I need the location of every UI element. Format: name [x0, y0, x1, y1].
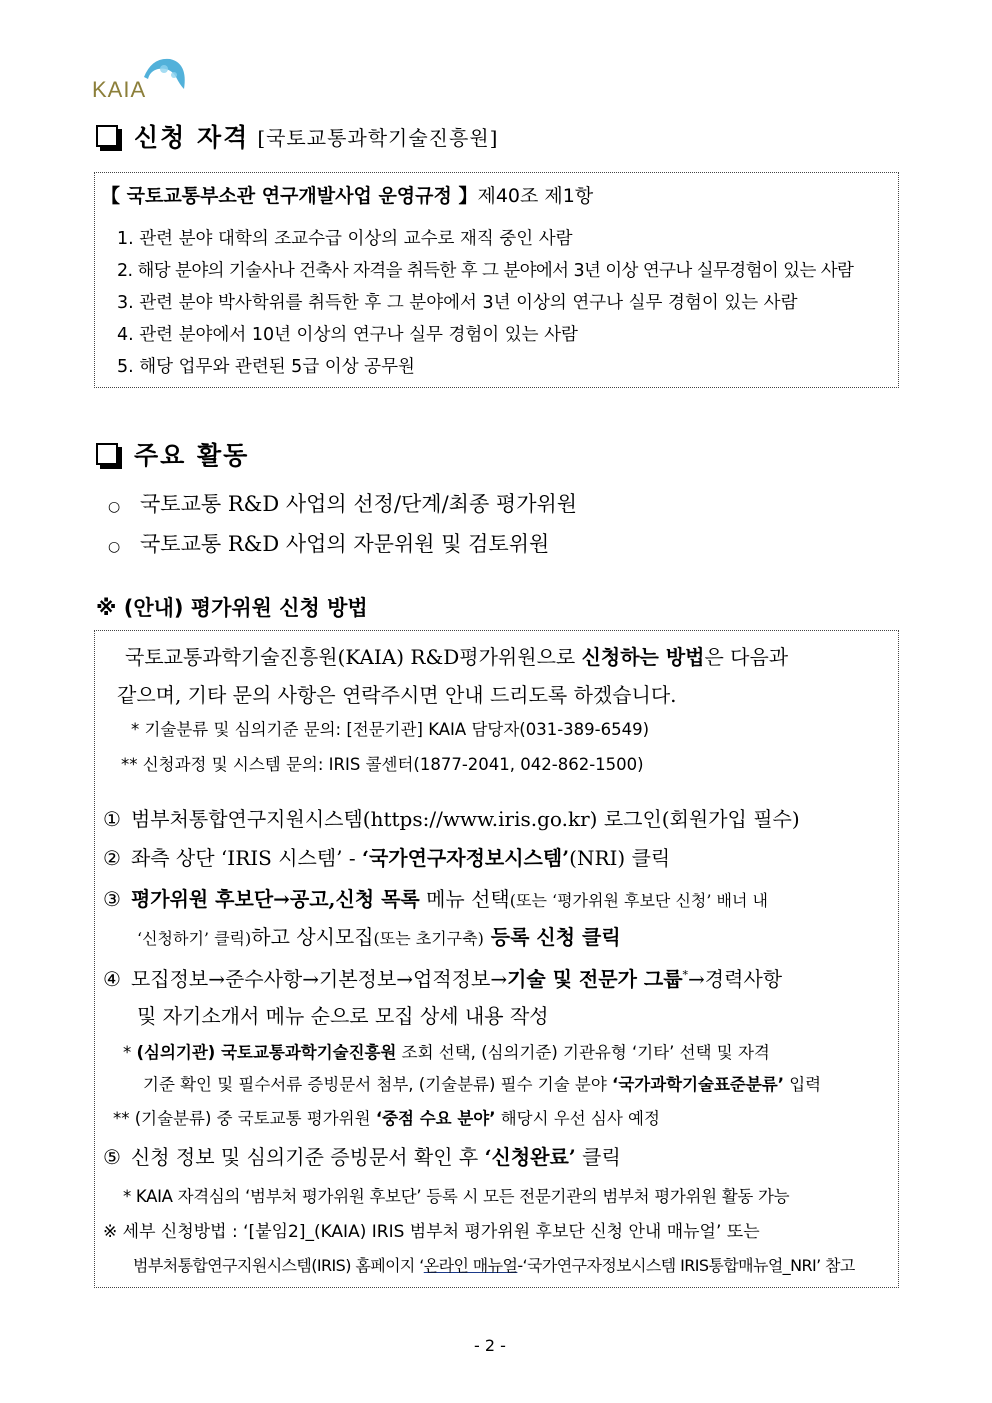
section-title: 주요 활동 [134, 441, 250, 470]
step-4-note-1-line2 [143, 1071, 821, 1095]
intro-text: 은 다음과 [704, 645, 789, 669]
step-text: →경력사항 [688, 967, 783, 991]
detail-method-line2 [133, 1253, 855, 1276]
detail-text: -‘국가연구자정보시스템 IRIS통합매뉴얼_NRI’ 참고 [517, 1256, 855, 1275]
step-text: 하고 상시모집 [251, 925, 374, 949]
regulation-box [94, 172, 899, 388]
step-3-line2 [137, 921, 621, 950]
step-number: ② [103, 846, 121, 870]
step-number: ③ [103, 887, 121, 911]
intro-text: 국토교통과학기술진흥원(KAIA) R&D평가위원으로 [125, 645, 582, 669]
activity-item-2 [108, 528, 549, 558]
guide-box [94, 630, 899, 1288]
qualification-item-4: 4. 관련 분야에서 10년 이상의 연구나 실무 경험이 있는 사람 [117, 325, 578, 345]
section-subtitle: [국토교통과학기술진흥원] [257, 125, 499, 150]
step-5-note: * KAIA 자격심의 ‘범부처 평가위원 후보단’ 등록 시 모든 전문기관의 범부처 평가위원 활동 가능 [123, 1187, 790, 1206]
step-number: ⑤ [103, 1145, 121, 1169]
note-text: 해당시 우선 심사 예정 [495, 1109, 660, 1128]
step-number: ④ [103, 967, 121, 991]
guide-intro-line1 [125, 641, 788, 670]
step-small: (또는 ‘평가위원 후보단 신청’ 배너 내 [509, 891, 768, 910]
note-text: ** (기술분류) 중 국토교통 평가위원 [113, 1109, 376, 1128]
note-bold: ‘중점 수요 분야’ [375, 1109, 496, 1128]
guide-heading: ※ (안내) 평가위원 신청 방법 [96, 596, 368, 620]
bullet-circle-icon: ○ [108, 499, 121, 515]
section-heading-qualification [96, 118, 498, 154]
section-heading-activities [96, 436, 249, 472]
step-bold: ‘신청완료’ [484, 1145, 576, 1169]
qualification-item-5: 5. 해당 업무와 관련된 5급 이상 공무원 [117, 357, 415, 377]
step-text: 신청 정보 및 심의기준 증빙문서 확인 후 [130, 1145, 485, 1169]
step-1 [103, 803, 800, 832]
step-2 [103, 842, 670, 871]
regulation-article: 제40조 제1항 [477, 185, 594, 207]
kaia-logo [92, 55, 192, 105]
step-text: 모집정보→준수사항→기본정보→업적정보→ [130, 967, 508, 991]
step-bold: 평가위원 후보단→공고,신청 목록 [130, 887, 420, 911]
step-bold: ‘국가연구자정보시스템’ [362, 846, 570, 870]
bullet-circle-icon: ○ [108, 539, 121, 555]
qualification-item-3: 3. 관련 분야 박사학위를 취득한 후 그 분야에서 3년 이상의 연구나 실무 경험이 있는 사람 [117, 293, 798, 313]
qualification-item-1: 1. 관련 분야 대학의 조교수급 이상의 교수로 재직 중인 사람 [117, 229, 573, 249]
checkbox-square-icon [96, 125, 118, 147]
step-4-line2: 및 자기소개서 메뉴 순으로 모집 상세 내용 작성 [137, 1004, 549, 1028]
step-number: ① [103, 807, 121, 831]
guide-intro-line2: 같으며, 기타 문의 사항은 연락주시면 안내 드리도록 하겠습니다. [117, 683, 677, 707]
note-text: 조회 선택, (심의기준) 기관유형 ‘기타’ 선택 및 자격 [396, 1043, 770, 1062]
note-bold: (심의기관) 국토교통과학기술진흥원 [136, 1043, 397, 1062]
intro-bold: 신청하는 방법 [581, 645, 705, 669]
step-text: (NRI) 클릭 [569, 846, 671, 870]
section-title: 신청 자격 [134, 123, 250, 152]
activity-item-1 [108, 488, 577, 518]
step-bold: 등록 신청 클릭 [483, 925, 621, 949]
step-3-line1 [103, 883, 768, 912]
page-number: - 2 - [474, 1336, 506, 1355]
step-small: ‘신청하기’ 클릭) [137, 929, 252, 948]
detail-text: 범부처통합연구지원시스템(IRIS) 홈페이지 ‘ [133, 1256, 424, 1275]
step-text: 클릭 [575, 1145, 621, 1169]
regulation-title: 【 국토교통부소관 연구개발사업 운영규정 】 [101, 185, 478, 207]
note-text: 입력 [783, 1075, 822, 1094]
contact-iris: ** 신청과정 및 시스템 문의: IRIS 콜센터(1877-2041, 042-862-1500) [121, 755, 644, 774]
step-text: 범부처통합연구지원시스템(https://www.iris.go.kr) 로그인(회원가입 필수) [130, 807, 800, 831]
step-small: (또는 초기구축) [373, 929, 484, 948]
detail-method-line1: ※ 세부 신청방법 : ‘[붙임2]_(KAIA) IRIS 범부처 평가위원 후보단 신청 안내 매뉴얼’ 또는 [103, 1222, 760, 1242]
contact-tech: * 기술분류 및 심의기준 문의: [전문기관] KAIA 담당자(031-389-6549) [131, 720, 650, 739]
step-4-line1 [103, 963, 782, 992]
qualification-item-2: 2. 해당 분야의 기술사나 건축사 자격을 취득한 후 그 분야에서 3년 이상 연구나 실무경험이 있는 사람 [117, 261, 854, 281]
note-text: * [123, 1043, 137, 1062]
checkbox-square-icon [96, 443, 118, 465]
regulation-heading [101, 181, 593, 208]
online-manual-link[interactable]: 온라인 매뉴얼 [423, 1256, 518, 1275]
activity-text: 국토교통 R&D 사업의 자문위원 및 검토위원 [140, 532, 550, 556]
activity-text: 국토교통 R&D 사업의 선정/단계/최종 평가위원 [140, 492, 578, 516]
step-4-note-1-line1 [123, 1039, 770, 1063]
step-bold: 기술 및 전문가 그룹 [507, 967, 683, 991]
step-text: 메뉴 선택 [419, 887, 510, 911]
note-text: 기준 확인 및 필수서류 증빙문서 첨부, (기술분류) 필수 기술 분야 [143, 1075, 613, 1094]
footnote-mark: * [682, 968, 689, 982]
step-4-note-2 [113, 1105, 660, 1129]
kaia-logo-text: KAIA [92, 77, 147, 102]
step-5 [103, 1141, 621, 1170]
note-bold: ‘국가과학기술표준분류’ [612, 1075, 784, 1094]
step-text: 좌측 상단 ‘IRIS 시스템’ - [130, 846, 362, 870]
